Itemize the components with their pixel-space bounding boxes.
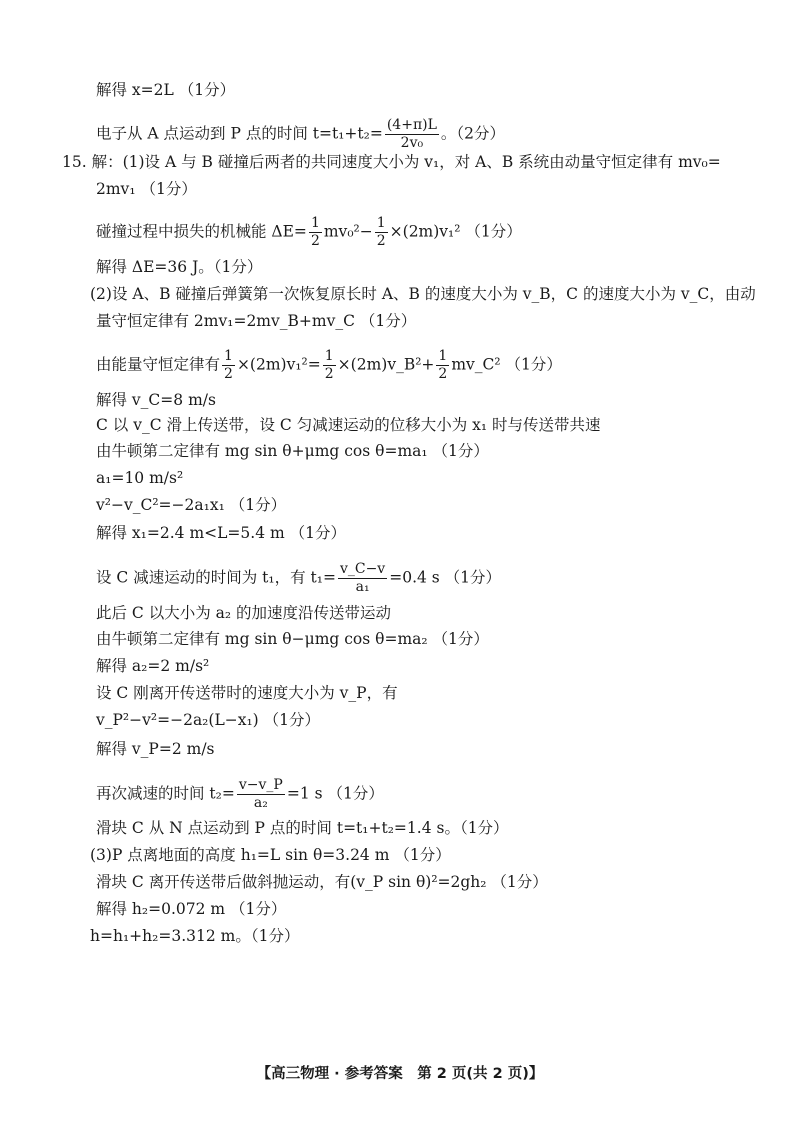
solution-line: 解得 v_C=8 m/s [96, 391, 216, 409]
solution-line: 由牛顿第二定律有 mg sin θ+μmg cos θ=ma₁ （1分） [96, 442, 489, 460]
solution-line: 解得 h₂=0.072 m （1分） [96, 900, 287, 918]
solution-line: 碰撞过程中损失的机械能 ΔE= $\frac{1}{2}$ mv₀²− $\frac{1}{2}$ ×(2m)v₁² （1分） [96, 215, 522, 249]
solution-line: C 以 v_C 滑上传送带，设 C 匀减速运动的位移大小为 x₁ 时与传送带共速 [96, 416, 601, 434]
solution-line: 由牛顿第二定律有 mg sin θ−μmg cos θ=ma₂ （1分） [96, 630, 489, 648]
solution-line: 解得 x₁=2.4 m<L=5.4 m （1分） [96, 524, 346, 542]
solution-line: 量守恒定律有 2mv₁=2mv_B+mv_C （1分） [96, 312, 417, 330]
solution-line: (2)设 A、B 碰撞后弹簧第一次恢复原长时 A、B 的速度大小为 v_B，C 的速度大小为 v_C，由动 [90, 285, 756, 303]
solution-line: 解得 x=2L （1分） [96, 81, 236, 99]
solution-line: 解得 a₂=2 m/s² [96, 657, 210, 675]
fraction: $\frac{1}{2}$ [324, 348, 334, 382]
solution-line: 解得 v_P=2 m/s [96, 740, 215, 758]
problem-15-header: 15. 解：(1)设 A 与 B 碰撞后两者的共同速度大小为 v₁，对 A、B 系统由动量守恒定律有 mv₀= [62, 153, 721, 171]
fraction: $\frac{v\_C-v}{\text{a₁}}$ [339, 561, 386, 595]
solution-line: 再次减速的时间 t₂= $\frac{v-v\_P}{\text{a₂}}$ =1 s （1分） [96, 777, 384, 811]
solution-line: 设 C 刚离开传送带时的速度大小为 v_P，有 [96, 684, 398, 702]
fraction: $\frac{1}{2}$ [224, 348, 233, 382]
solution-line: v²−v_C²=−2a₁x₁ （1分） [96, 496, 287, 514]
fraction: $\frac{1}{2}$ [438, 348, 448, 382]
solution-line: h=h₁+h₂=3.312 m。（1分） [90, 927, 300, 945]
solution-line: 滑块 C 离开传送带后做斜抛运动，有(v_P sin θ)²=2gh₂ （1分） [96, 873, 548, 891]
solution-line: (3)P 点离地面的高度 h₁=L sin θ=3.24 m （1分） [90, 846, 451, 864]
solution-line: 设 C 减速运动的时间为 t₁，有 t₁= $\frac{v\_C-v}{\text{a₁}}$ =0.4 s （1分） [96, 561, 502, 595]
page-footer: 【高三物理 · 参考答案 第 2 页(共 2 页)】 [256, 1066, 544, 1082]
solution-line: 滑块 C 从 N 点运动到 P 点的时间 t=t₁+t₂=1.4 s。（1分） [96, 819, 509, 837]
solution-line: 2mv₁ （1分） [96, 180, 197, 198]
solution-line: 电子从 A 点运动到 P 点的时间 t=t₁+t₂= $\frac{(4+\pi)L}{\text{2v₀}}$ 。（2分） [96, 117, 506, 151]
solution-line: 此后 C 以大小为 a₂ 的加速度沿传送带运动 [96, 604, 392, 622]
solution-line: 由能量守恒定律有 $\frac{1}{2}$ ×(2m)v₁²= $\frac{1}{2}$ ×(2m)v_B²+ $\frac{1}{2}$ mv_C² （1分） [96, 348, 562, 382]
fraction: $\frac{v-v\_P}{\text{a₂}}$ [238, 777, 283, 811]
solution-line: v_P²−v²=−2a₂(L−x₁) （1分） [96, 711, 321, 729]
solution-line: 解得 ΔE=36 J。（1分） [96, 258, 263, 276]
fraction: $\frac{1}{2}$ [310, 215, 320, 249]
fraction: $\frac{1}{2}$ [376, 215, 386, 249]
solution-line: a₁=10 m/s² [96, 469, 184, 487]
fraction: $\frac{(4+\pi)L}{\text{2v₀}}$ [386, 117, 437, 151]
